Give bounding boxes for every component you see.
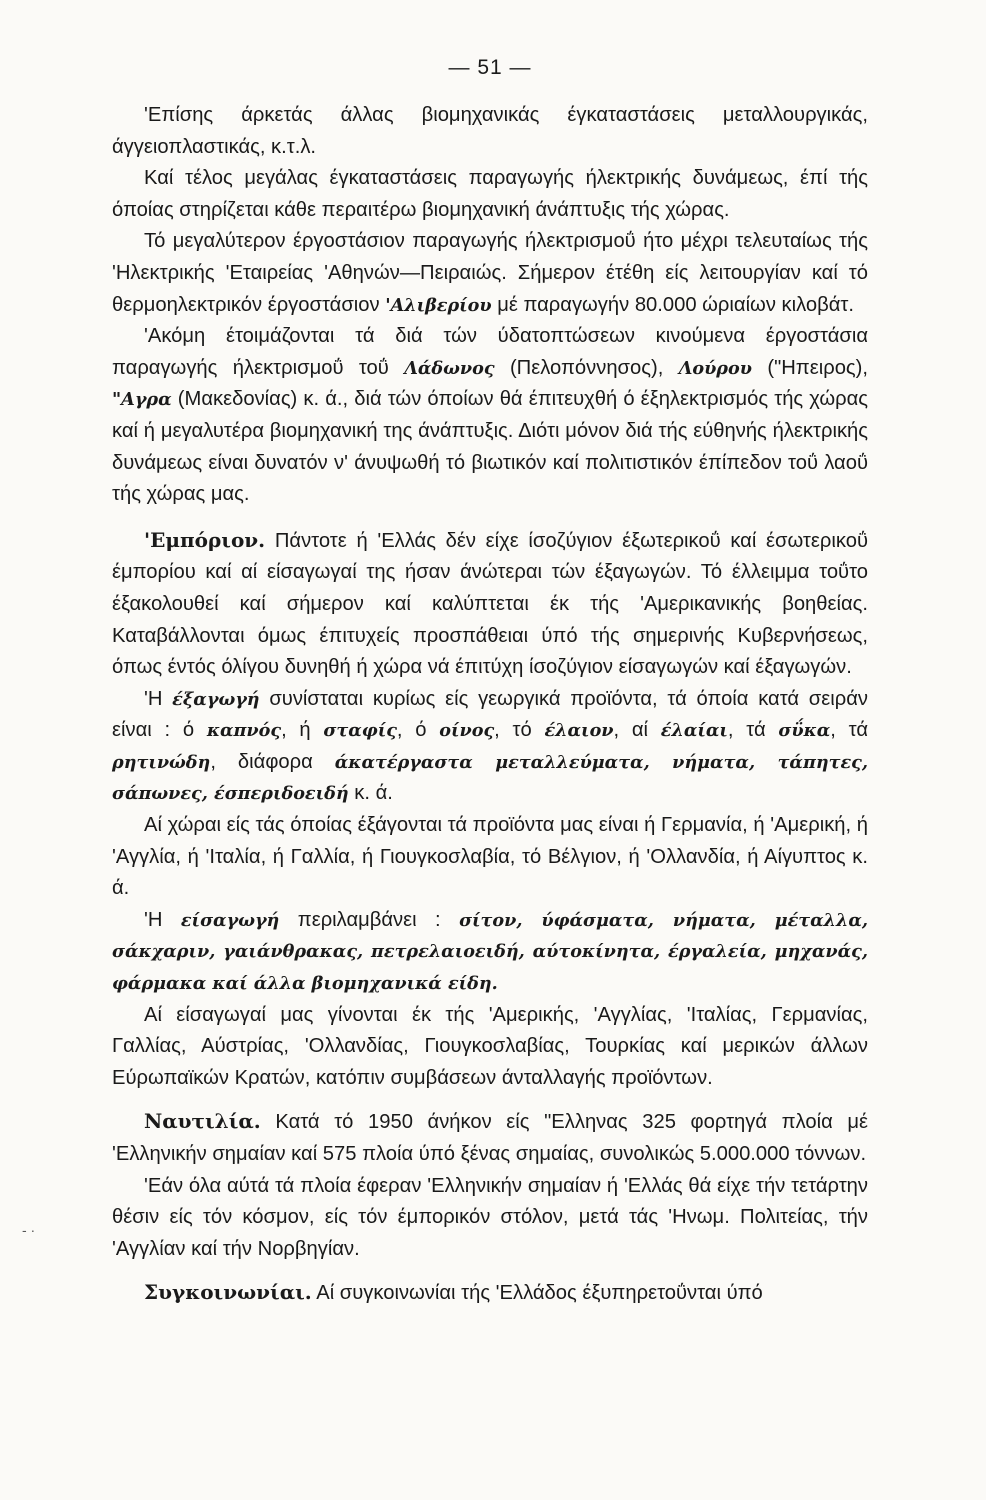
paragraph — [112, 905, 868, 1000]
section-paragraph — [112, 525, 868, 684]
text-run: , διάφορα — [210, 750, 335, 773]
section-heading: 'Εμπόριον. — [144, 527, 266, 552]
paragraph — [112, 1000, 868, 1095]
emphasized-term: σΰκα — [778, 720, 831, 742]
text-run: περιλαμβάνει : — [279, 908, 460, 931]
paragraph — [112, 163, 868, 226]
emphasized-term: ρητινώδη — [112, 751, 211, 773]
page-number: — 51 — — [448, 56, 532, 79]
text-run: 'Επίσης άρκετάς άλλας βιομηχανικάς έγκαταστάσεις μεταλλουργικάς, άγγειοπλαστικάς, κ.τ.λ. — [112, 104, 868, 158]
text-run: Αί είσαγωγαί μας γίνονται έκ τής 'Αμερικής, 'Αγγλίας, 'Ιταλίας, Γερμανίας, Γαλλίας, Αύστρίας, 'Ολλανδίας, Γιουγκοσλαβίας, Τουρκίας καί μερικών άλλων Εύρωπαϊκών Κρατών, κατόπιν συμβάσεων άνταλλαγής προϊόντων. — [112, 1003, 868, 1089]
emphasized-term: άκατέργαστα μεταλλεύματα, νήματα, τάπητες, σάπωνες, έσπεριδοειδή — [112, 751, 868, 805]
paragraph — [112, 1171, 868, 1266]
section-paragraph — [112, 1106, 868, 1170]
emphasized-term: οίνος — [439, 720, 495, 742]
text-run: Αί χώραι είς τάς όποίας έξάγονται τά προϊόντα μας είναι ή Γερμανία, ή 'Αμερική, ή 'Αγγλία, ή 'Ιταλία, ή Γαλλία, ή Γιουγκοσλαβία, τό Βέλγιον, ή 'Ολλανδία, ή Αίγυπτος κ. ά. — [112, 814, 868, 900]
text-run: Κατά τό 1950 άνήκον είς "Ελληνας 325 φορτηγά πλοία μέ 'Ελληνικήν σημαίαν καί 575 πλοία ύπό ξένας σημαίας, συνολικώς 5.000.000 τόννων. — [112, 1111, 868, 1165]
section-heading: Ναυτιλία. — [144, 1109, 261, 1134]
emphasized-term: 'Αλιβερίου — [385, 294, 492, 316]
emphasized-term: σταφίς — [323, 720, 397, 742]
paragraph — [112, 810, 868, 905]
text-run: , τά — [727, 719, 779, 742]
text-run: , ό — [396, 719, 440, 742]
margin-mark: - · — [22, 1222, 36, 1238]
text-run: , τό — [494, 719, 545, 742]
text-run: Αί συγκοινωνίαι τής 'Ελλάδος έξυπηρετοΰνται ύπό — [311, 1282, 763, 1305]
paragraph — [112, 321, 868, 511]
text-run: 'Η — [144, 908, 181, 931]
text-run: (Πελοπόννησος), — [494, 356, 679, 379]
paragraph — [112, 684, 868, 810]
emphasized-term: σίτον, ύφάσματα, νήματα, μέταλλα, σάκχαριν, γαιάνθρακας, πετρελαιοειδή, αύτοκίνητα, έργαλεία, μηχανάς, φάρμακα καί άλλα βιομηχανικά είδη. — [112, 909, 868, 995]
text-run: , ή — [281, 719, 324, 742]
emphasized-term: Λάδωνος — [404, 357, 495, 379]
emphasized-term: "Αγρα — [112, 389, 172, 411]
paragraph — [112, 100, 868, 163]
text-run: μέ παραγωγήν 80.000 ώριαίων κιλοβάτ. — [491, 293, 854, 316]
text-run: 'Η — [144, 687, 173, 710]
paragraph — [112, 226, 868, 321]
text-run: 'Εάν όλα αύτά τά πλοία έφεραν 'Ελληνικήν σημαίαν ή 'Ελλάς θά είχε τήν τετάρτην θέσιν είς τόν κόσμον, είς τόν έμπορικόν στόλον, μετά τάς 'Ηνωμ. Πολιτείας, τήν 'Αγγλίαν καί τήν Νορβηγίαν. — [112, 1174, 868, 1260]
text-run: Τό μεγαλύτερον έργοστάσιον παραγωγής ήλεκτρισμοΰ ήτο μέχρι τελευταίως τής 'Ηλεκτρικής 'Εταιρείας 'Αθηνών—Πειραιώς. Σήμερον έτέθη είς λειτουργίαν καί τό θερμοηλεκτρικόν έργοστάσιον — [112, 230, 868, 316]
body-text — [112, 100, 868, 1310]
emphasized-term: καπνός — [206, 720, 282, 742]
text-run: συνίσταται κυρίως είς γεωργικά προϊόντα, τά όποία κατά σειράν είναι : ό — [112, 687, 868, 742]
emphasized-term: έξαγωγή — [172, 688, 260, 710]
text-run: Πάντοτε ή 'Ελλάς δέν είχε ίσοζύγιον έξωτερικοΰ καί έσωτερικοΰ έμπορίου καί αί είσαγωγαί της ήσαν άνώτεραι τών έξαγωγών. Τό έλλειμμα τοΰτο έξακολουθεί καί σήμερον καί καλύπτεται έκ τής 'Αμερικανικής βοηθείας. Καταβάλλονται όμως έπιτυχείς προσπάθειαι ύπό τής σημερινής Κυβερνήσεως, όπως έντός όλίγου δυνηθή ή χώρα νά έπιτύχη ίσοζύγιον είσαγωγών καί έξαγωγών. — [112, 529, 868, 679]
text-run: , αί — [613, 719, 661, 742]
text-run: , τά — [830, 719, 869, 742]
text-run: 'Ακόμη έτοιμάζονται τά διά τών ύδατοπτώσεων κινούμενα έργοστάσια παραγωγής ήλεκτρισμοΰ τοΰ — [112, 325, 868, 379]
emphasized-term: έλαίαι — [660, 720, 728, 742]
emphasized-term: είσαγωγή — [180, 909, 280, 931]
text-run: Καί τέλος μεγάλας έγκαταστάσεις παραγωγής ήλεκτρικής δυνάμεως, έπί τής όποίας στηρίζεται κάθε περαιτέρω βιομηχανική άνάπτυξις τής χώρας. — [112, 167, 868, 221]
emphasized-term: Λούρου — [678, 357, 752, 379]
text-run: ("Ηπειρος), — [751, 356, 868, 379]
text-run: κ. ά. — [348, 782, 393, 805]
section-paragraph — [112, 1277, 868, 1310]
section-heading: Συγκοινωνίαι. — [144, 1280, 312, 1305]
emphasized-term: έλαιον — [544, 720, 614, 742]
text-run: (Μακεδονίας) κ. ά., διά τών όποίων θά έπιτευχθή ό έξηλεκτρισμός τής χώρας καί ή μεγαλυτέρα βιομηχανική της άνάπτυξις. Διότι μόνον διά τής εύθηνής ήλεκτρικής δυνάμεως είναι δυνατόν ν' άνυψωθή τό βιωτικόν καί πολιτιστικόν έπίπεδον τοΰ λαοΰ τής χώρας μας. — [112, 388, 868, 506]
